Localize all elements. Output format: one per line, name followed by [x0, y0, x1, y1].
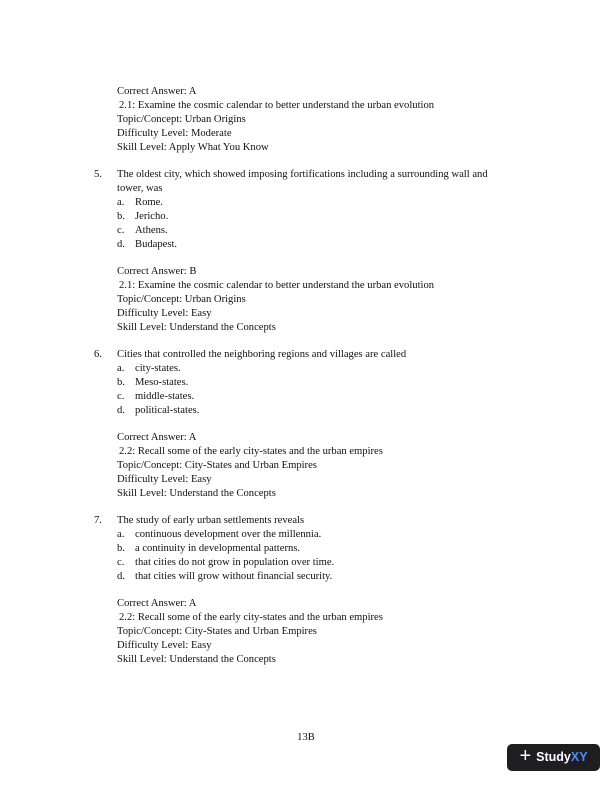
difficulty-line: Difficulty Level: Easy — [117, 640, 212, 651]
option-text: Rome. — [135, 197, 163, 208]
objective-line: 2.2: Recall some of the early city-states and the urban empires — [119, 446, 383, 457]
skill-line: Skill Level: Understand the Concepts — [117, 488, 276, 499]
question-stem-continued: tower, was — [117, 183, 163, 194]
skill-line: Skill Level: Understand the Concepts — [117, 322, 276, 333]
question-stem: The study of early urban settlements reveals — [117, 515, 305, 526]
topic-line: Topic/Concept: Urban Origins — [117, 294, 246, 305]
topic-line: Topic/Concept: City-States and Urban Empires — [117, 626, 317, 637]
topic-line: Topic/Concept: Urban Origins — [117, 114, 246, 125]
skill-line: Skill Level: Apply What You Know — [117, 142, 269, 153]
answer-line: Correct Answer: A — [117, 86, 197, 97]
objective-line: 2.1: Examine the cosmic calendar to better understand the urban evolution — [119, 280, 435, 291]
option-letter: d. — [117, 405, 125, 416]
option-text: Jericho. — [135, 211, 169, 222]
question-stem: The oldest city, which showed imposing fortifications including a surrounding wall and — [117, 169, 488, 180]
question-number: 6. — [94, 349, 102, 360]
topic-line: Topic/Concept: City-States and Urban Empires — [117, 460, 317, 471]
answer-line: Correct Answer: A — [117, 598, 197, 609]
difficulty-line: Difficulty Level: Moderate — [117, 128, 232, 139]
difficulty-line: Difficulty Level: Easy — [117, 308, 212, 319]
option-text: city-states. — [135, 363, 181, 374]
option-letter: a. — [117, 529, 125, 540]
question-stem: Cities that controlled the neighboring regions and villages are called — [117, 349, 407, 360]
skill-line: Skill Level: Understand the Concepts — [117, 654, 276, 665]
option-letter: a. — [117, 197, 125, 208]
objective-line: 2.2: Recall some of the early city-states and the urban empires — [119, 612, 383, 623]
option-letter: d. — [117, 239, 125, 250]
page-number: 13B — [297, 732, 315, 743]
option-letter: c. — [117, 225, 125, 236]
answer-line: Correct Answer: B — [117, 266, 197, 277]
option-letter: b. — [117, 377, 125, 388]
option-text: political-states. — [135, 405, 200, 416]
difficulty-line: Difficulty Level: Easy — [117, 474, 212, 485]
option-text: a continuity in developmental patterns. — [135, 543, 301, 554]
option-text: Meso-states. — [135, 377, 189, 388]
objective-line: 2.1: Examine the cosmic calendar to better understand the urban evolution — [119, 100, 435, 111]
option-letter: b. — [117, 211, 125, 222]
plus-icon: + — [519, 744, 532, 767]
option-text: that cities do not grow in population over time. — [135, 557, 335, 568]
option-text: continuous development over the millennia. — [135, 529, 322, 540]
option-letter: c. — [117, 557, 125, 568]
brand-main: Study — [536, 749, 571, 764]
option-text: Budapest. — [135, 239, 178, 250]
studyxy-badge[interactable] — [507, 744, 600, 771]
option-text: Athens. — [135, 225, 168, 236]
answer-line: Correct Answer: A — [117, 432, 197, 443]
brand-accent: XY — [570, 749, 588, 764]
option-text: middle-states. — [135, 391, 195, 402]
option-letter: b. — [117, 543, 125, 554]
question-number: 7. — [94, 515, 102, 526]
question-number: 5. — [94, 169, 102, 180]
option-text: that cities will grow without financial security. — [135, 571, 333, 582]
option-letter: d. — [117, 571, 125, 582]
option-letter: c. — [117, 391, 125, 402]
option-letter: a. — [117, 363, 125, 374]
